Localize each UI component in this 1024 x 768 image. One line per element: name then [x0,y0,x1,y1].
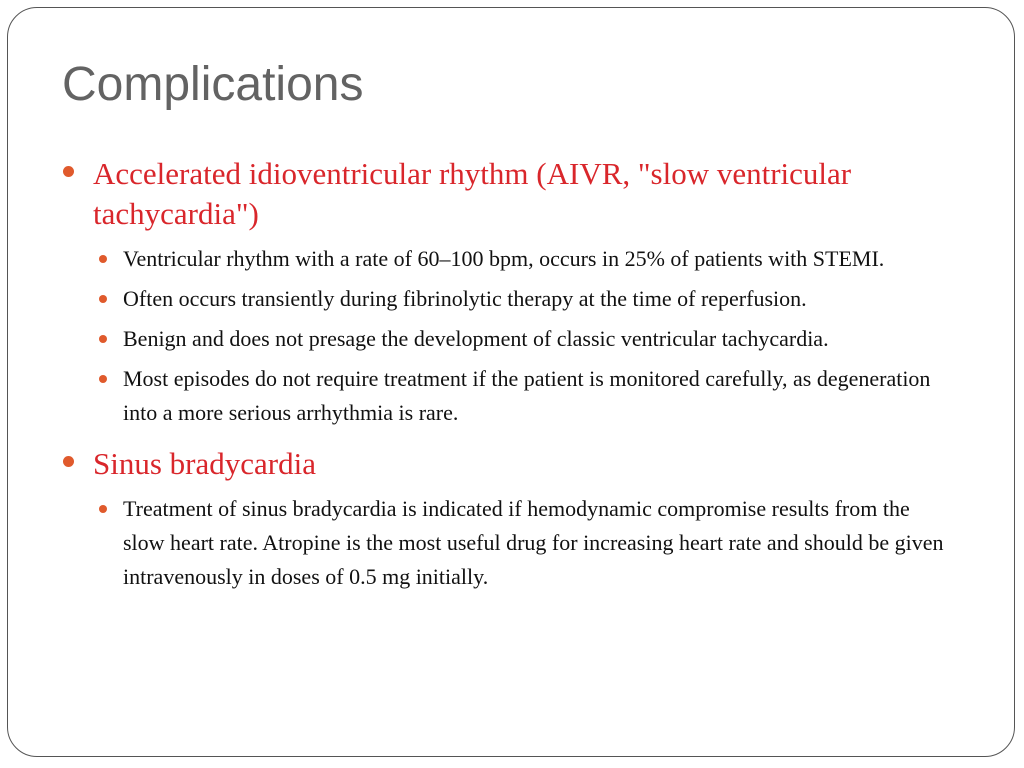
list-item [62,492,952,594]
list-item-text: Treatment of sinus bradycardia is indicated if hemodynamic compromise results from the slow heart rate. Atropine is the most useful drug for increasing heart rate and should be given intravenously in doses of 0.5 mg initially. [123,496,944,589]
bullet-icon [63,166,74,177]
list-item [62,242,952,276]
bullet-icon [99,295,107,303]
bullet-icon [99,505,107,513]
bullet-icon [63,456,74,467]
section-heading-text: Sinus bradycardia [93,446,316,481]
bradycardia-points-list [62,492,952,594]
list-item [62,322,952,356]
list-item-text: Often occurs transiently during fibrinolytic therapy at the time of reperfusion. [123,286,807,311]
list-item [62,282,952,316]
list-item-text: Most episodes do not require treatment if the patient is monitored carefully, as degeneration into a more serious arrhythmia is rare. [123,366,931,425]
bullet-icon [99,255,107,263]
bullet-icon [99,335,107,343]
list-item-text: Benign and does not presage the development of classic ventricular tachycardia. [123,326,829,351]
aivr-points-list [62,242,952,430]
list-item-text: Ventricular rhythm with a rate of 60–100 bpm, occurs in 25% of patients with STEMI. [123,246,885,271]
slide-title: Complications [62,58,364,111]
bullet-icon [99,375,107,383]
section-heading-sinus-bradycardia [62,444,952,484]
section-heading-text: Accelerated idioventricular rhythm (AIVR, "slow ventricular tachycardia") [93,156,852,231]
section-heading-aivr [62,154,952,234]
slide-content [62,154,952,600]
list-item [62,362,952,430]
